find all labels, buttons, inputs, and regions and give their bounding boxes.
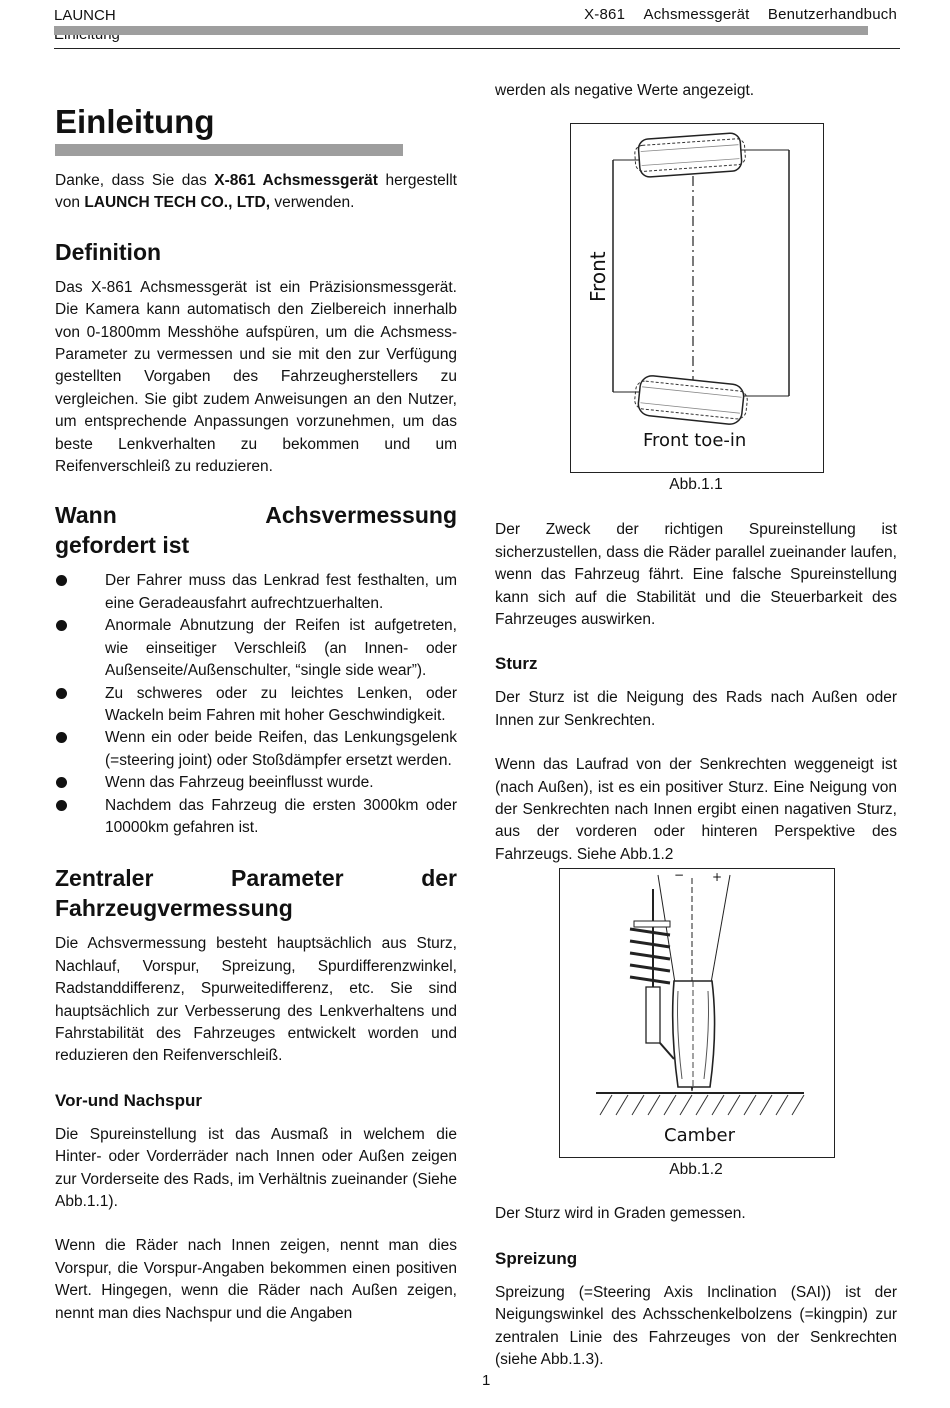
list-item-text: Wenn ein oder beide Reifen, das Lenkungsgelenk (=steering joint) oder Stoßdämpfer ersetzt werden. <box>105 729 457 769</box>
intro-product-name: X-861 Achsmessgerät <box>214 172 378 189</box>
running-header-left <box>54 6 120 44</box>
intro-text-3: verwenden. <box>270 194 355 212</box>
camber-diagram <box>560 869 834 1157</box>
camber-plus-label: + <box>712 870 723 885</box>
toe-heading: Vor-und Nachspur <box>55 1090 203 1110</box>
front-wheel-drawing <box>634 133 746 179</box>
front-toe-in-label: Front toe-in <box>643 430 747 452</box>
title-underline-bar <box>55 144 403 156</box>
list-item <box>55 727 457 772</box>
figure-camber <box>559 868 835 1158</box>
bullet-dot <box>56 688 67 699</box>
list-item <box>55 795 457 840</box>
intro-paragraph <box>55 170 457 215</box>
intro-company-name: LAUNCH TECH CO., LTD, <box>84 194 271 212</box>
sai-heading: Spreizung <box>495 1248 578 1268</box>
list-item <box>55 772 457 794</box>
list-item <box>55 683 457 728</box>
camber-paragraph-2: Wenn das Laufrad von der Senkrechten weggeneigt ist (nach Außen), ist es ein positiver Sturz. Eine Neigung von der Senkrechten nach Innen ergibt einen nagativen Sturz, aus der vorderen oder hinteren Perspektive des Fahrzeugs. Siehe Abb.1.2 <box>495 756 897 863</box>
bullet-dot <box>56 620 67 631</box>
camber-measure-paragraph: Der Sturz wird in Graden gemessen. <box>495 1205 746 1223</box>
intro-text-1: Danke, dass Sie das <box>55 172 215 189</box>
when-heading-line-1: Wann Achsvermessung <box>55 502 457 529</box>
figure-2-caption: Abb.1.2 <box>669 1161 723 1179</box>
camber-minus-label: − <box>674 869 685 883</box>
definition-paragraph: Das X-861 Achsmessgerät ist ein Präzisionsmessgerät. Die Kamera kann automatisch den Zielbereich innerhalb von 0-1800mm Messhöhe aufspüren, um die Achsmess-Parameter zu vermessen und sie mit den zur Verfügung gestellten Vorgaben des Fahrzeugherstellers zu vergleichen. Sie gibt zudem Anweisungen an den Nutzer, um entsprechende Anpassungen vorzunehmen, um das beste Lenkverhalten zu bekommen und um Reifenverschleiß zu reduzieren. <box>55 278 457 476</box>
header-brand: LAUNCH <box>54 7 116 24</box>
list-item-text: Nachdem das Fahrzeug die ersten 3000km oder 10000km gefahren ist. <box>105 796 457 836</box>
camber-label: Camber <box>664 1125 736 1147</box>
page-title: Einleitung <box>55 103 215 140</box>
right-column <box>495 80 897 1371</box>
when-heading-line-2: gefordert ist <box>55 532 190 559</box>
central-heading-line-1: Zentraler Parameter der <box>55 865 457 892</box>
figure-toe-in <box>570 123 824 473</box>
running-header-right <box>570 6 897 23</box>
bullet-dot <box>56 575 67 586</box>
bullet-dot <box>56 777 67 788</box>
list-item-text: Anormale Abnutzung der Reifen ist aufgetreten, wie einseitiger Verschleiß (an Innen- oder Außenseite/Außenschulter, “single side wear”). <box>105 617 457 680</box>
sai-paragraph: Spreizung (=Steering Axis Inclination (SAI)) ist der Neigungswinkel des Achsschenkelbolzens (=kingpin) zur zentralen Linie des Fahrzeuges von der Senkrechten (siehe Abb.1.3). <box>495 1283 897 1368</box>
bullet-dot <box>56 800 67 811</box>
list-item <box>55 615 457 682</box>
purpose-paragraph: Der Zweck der richtigen Spureinstellung ist sicherzustellen, dass die Räder parallel zueinander laufen, wenn das Fahrzeug fährt. Eine falsche Spureinstellung kann sich auf die Stabilität und die Steuerbarkeit des Fahrzeuges auswirken. <box>495 521 897 629</box>
bullet-dot <box>56 732 67 743</box>
toe-continuation: werden als negative Werte angezeigt. <box>495 82 755 99</box>
figure-1-caption: Abb.1.1 <box>669 476 723 494</box>
camber-paragraph-1: Der Sturz ist die Neigung des Rads nach Außen oder Innen zur Senkrechten. <box>495 689 897 729</box>
toe-in-diagram <box>571 124 823 472</box>
list-item-text: Der Fahrer muss das Lenkrad fest festhalten, um eine Geradeausfahrt aufrechtzuerhalten. <box>105 572 457 612</box>
toe-paragraph-2: Wenn die Räder nach Innen zeigen, nennt man dies Vorspur, die Vorspur-Angaben bekommen einen positiven Wert. Hingegen, wenn die Räder nach Außen zeigen, nennt man dies Nachspur und die Angaben <box>55 1237 457 1322</box>
header-doc-type: Benutzerhandbuch <box>767 6 897 23</box>
central-heading-line-2: Fahrzeugvermessung <box>55 895 293 922</box>
central-paragraph: Die Achsvermessung besteht hauptsächlich aus Sturz, Nachlauf, Vorspur, Spreizung, Spurdifferenzwinkel, Radstanddifferenz, Spurweitedifferenz, etc. Sie sind hauptsächlich zur Verbesserung des Lenkverhaltens und Fahrstabilität des Fahrzeuges entwickelt worden und reduzieren den Reifenverschleiß. <box>55 935 457 1065</box>
page-number: 1 <box>482 1372 491 1389</box>
header-rule <box>54 48 900 49</box>
list-item-text: Zu schweres oder zu leichtes Lenken, oder Wackeln beim Fahren mit hoher Geschwindigkeit. <box>105 684 457 724</box>
list-item <box>55 570 457 615</box>
camber-heading: Sturz <box>495 654 538 674</box>
header-bar <box>54 26 868 35</box>
intro-text-2: hergestellt von <box>55 172 457 212</box>
when-bullet-list <box>55 570 457 839</box>
header-device: Achsmessgerät <box>643 6 750 23</box>
front-label: Front <box>586 251 610 303</box>
rear-wheel-drawing <box>633 375 749 426</box>
header-model: X-861 <box>584 6 626 23</box>
toe-paragraph-1: Die Spureinstellung ist das Ausmaß in welchem die Hinter- oder Vorderräder nach Innen oder Außen zeigen zur Vorderseite des Rads, im Verhältnis zueinander (Siehe Abb.1.1). <box>55 1125 457 1210</box>
left-column <box>55 100 457 1325</box>
list-item-text: Wenn das Fahrzeug beeinflusst wurde. <box>105 774 374 792</box>
definition-heading: Definition <box>55 238 162 265</box>
